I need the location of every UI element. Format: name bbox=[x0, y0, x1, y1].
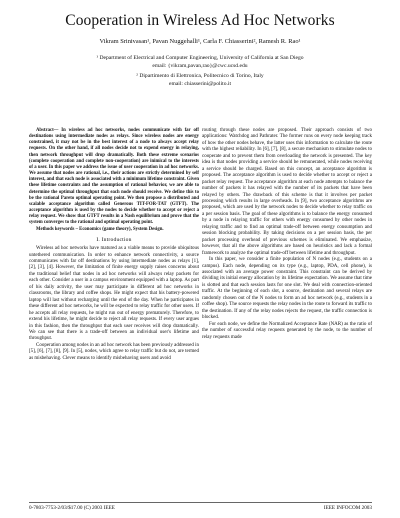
footer-copyright: 0-7803-7753-2/03/$17.00 (C) 2003 IEEE bbox=[29, 505, 115, 511]
paper-title: Cooperation in Wireless Ad Hoc Networks bbox=[65, 12, 335, 29]
intro-paragraph-2: Cooperation among nodes in an ad hoc network has been previously addressed in [5], [6], [7], [8], [9]. In [5], nodes, which agree to relay traffic but do not, are termed as misbehaving. Clever means to identify misbehaving users and avoid bbox=[29, 342, 199, 361]
footer-rule bbox=[29, 502, 372, 503]
keywords: Methods keywords – Economics (game theory), System Design. bbox=[36, 226, 164, 232]
intro-paragraph-1: Wireless ad hoc networks have matured as a viable means to provide ubiquitous untethered communication. In order to enhance network connectivity, a source communicates with far off destinations by using intermediate nodes as relays [1], [2], [3], [4]. However, the limitation of finite energy supply raises concerns about the traditional belief that nodes in ad hoc networks will always relay packets for each other. Consider a user in a campus environment equipped with a laptop. As part of his daily activity, the user may participate in different ad hoc networks in classrooms, the library and coffee shops. He might expect that his battery-powered laptop will last without recharging until the end of the day. When he participates in these different ad hoc networks, he will be expected to relay traffic for other users. If he accepts all relay requests, he might run out of energy prematurely. Therefore, to extend his lifetime, he might decide to reject all relay requests. If every user argues in this fashion, then the throughput that each user receives will drop dramatically. We can see that there is a trade-off between an individual user's lifetime and throughput. bbox=[29, 246, 199, 342]
right-paragraph-1: routing through these nodes are proposed. Their approach consists of two applications: Watchdog and Pathrater. The former runs on every node keeping track of how the other nodes behave, the latter uses this information to calculate the route with the highest reliability. In [6], [7], [8], a secure mechanism to stimulate nodes to cooperate and to prevent them from overloading the network is presented. The key idea is that nodes providing a service should be remunerated, while nodes receiving a service should be charged. Based on this concept, an acceptance algorithm is proposed. The acceptance algorithm is used to decide whether to accept or reject a packet relay request. The acceptance algorithm at each node attempts to balance the number of packets it has relayed with the number of its packets that have been relayed by others. The drawback of this scheme is that it involves per packet processing which results in large overheads. In [9], two acceptance algorithms are proposed, which are used by the network nodes to decide whether to relay traffic on a per session basis. The goal of these algorithms is to balance the energy consumed by a node in relaying traffic for others with energy consumed by other nodes in relaying traffic and to find an optimal trade-off between energy consumption and session blocking probability. By taking decisions on a per session basis, the per packet processing overhead of previous schemes is eliminated. We emphasize, however, that all the above algorithms are based on heuristics and lack a formal framework to analyze the optimal trade-off between lifetime and throughput. bbox=[202, 128, 372, 256]
right-paragraph-3: For each node, we define the Normalized Acceptance Rate (NAR) as the ratio of the number of successful relay requests generated by the node, to the number of relay requests made bbox=[202, 321, 372, 340]
email-1: email: {vikram,pavan,rao}@cwc.ucsd.edu bbox=[152, 63, 248, 69]
affiliation-2: ² Dipartimento di Elettronica, Politecnico di Torino, Italy bbox=[136, 73, 264, 79]
section-heading-introduction: I. Introduction bbox=[96, 236, 132, 243]
footer-venue: IEEE INFOCOM 2003 bbox=[323, 505, 372, 511]
affiliation-1: ¹ Department of Electrical and Computer Engineering, University of California at San Diego bbox=[96, 55, 304, 61]
left-column bbox=[29, 128, 199, 362]
right-paragraph-2: In this paper, we consider a finite population of N nodes (e.g., students on a campus). Each node, depending on its type (e.g., laptop, PDA, cell phone), is associated with an average power constraint. This constraint can be derived by dividing its initial energy allocation by its lifetime expectation. We assume that time is slotted and that each session lasts for one slot. We deal with connection-oriented traffic. At the beginning of each slot, a source, destination and several relays are randomly chosen out of the N nodes to form an ad hoc network (e.g., students in a coffee shop). The source requests the relay nodes in the route to forward its traffic to the destination. If any of the relay nodes rejects the request, the traffic connection is blocked. bbox=[202, 257, 372, 321]
abstract: Abstract— In wireless ad hoc networks, nodes communicate with far off destinations using intermediate nodes as relays. Since wireless nodes are energy constrained, it may not be in the best interest of a node to always accept relay requests. On the other hand, if all nodes decide not to expend energy in relaying, then network throughput will drop dramatically. Both these extreme scenarios (complete cooperation and complete non-cooperation) are inimical to the interests of a user. In this paper we address the issue of user cooperation in ad hoc networks. We assume that nodes are rational, i.e., their actions are strictly determined by self interest, and that each node is associated with a minimum lifetime constraint. Given these lifetime constraints and the assumption of rational behavior, we are able to determine the optimal throughput that each node should receive. We define this to be the rational Pareto optimal operating point. We then propose a distributed and scalable acceptance algorithm called Generous TIT-FOR-TAT (GTFT). The acceptance algorithm is used by the nodes to decide whether to accept or reject a relay request. We show that GTFT results in a Nash equilibrium and prove that the system converges to the rational and optimal operating point. bbox=[29, 128, 199, 226]
author-list: Vikram Srinivasan¹, Pavan Nuggehalli¹, Carla F. Chiasserini², Ramesh R. Rao¹ bbox=[99, 38, 301, 45]
right-column bbox=[202, 128, 372, 341]
email-2: email: chiasserini@polito.it bbox=[168, 81, 231, 87]
